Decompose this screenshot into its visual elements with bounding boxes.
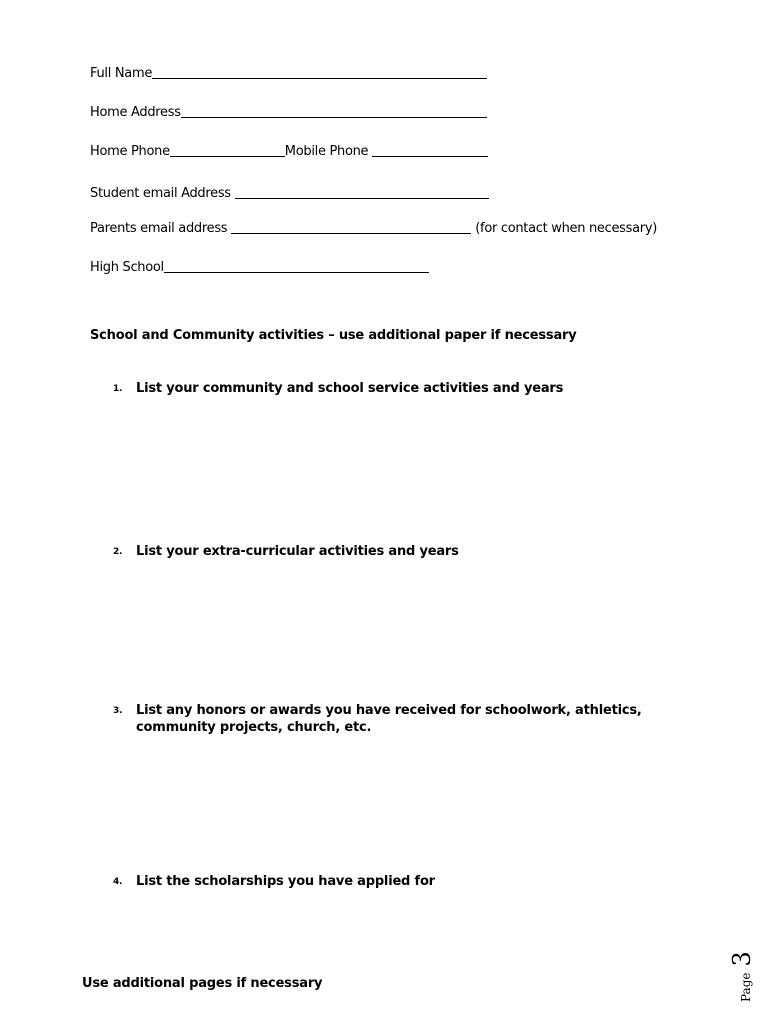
phone-row xyxy=(90,144,488,159)
question-4-answer-area[interactable] xyxy=(136,898,696,958)
footer-note: Use additional pages if necessary xyxy=(82,976,323,991)
parents-email-note: (for contact when necessary) xyxy=(475,221,657,236)
question-2-number: 2. xyxy=(113,547,123,557)
mobile-phone-label: Mobile Phone xyxy=(284,144,369,159)
home-phone-field[interactable] xyxy=(170,144,285,157)
home-address-label: Home Address xyxy=(90,105,181,120)
question-1-number: 1. xyxy=(113,384,123,394)
high-school-row xyxy=(90,260,429,275)
page-number: 3 xyxy=(728,951,756,967)
parents-email-label: Parents email address xyxy=(90,221,228,236)
student-email-field[interactable] xyxy=(235,186,489,199)
home-address-field[interactable] xyxy=(181,105,487,118)
high-school-label: High School xyxy=(90,260,164,275)
question-3-text: List any honors or awards you have received for schoolwork, athletics, community projects, church, etc. xyxy=(136,703,642,735)
full-name-field[interactable] xyxy=(152,66,487,79)
question-4-number: 4. xyxy=(113,877,123,887)
question-2-answer-area[interactable] xyxy=(136,568,696,693)
high-school-field[interactable] xyxy=(164,260,429,273)
parents-email-row xyxy=(90,221,657,236)
full-name-label: Full Name xyxy=(90,66,153,81)
student-email-row xyxy=(90,186,489,201)
page-indicator xyxy=(708,950,768,1010)
question-2-text: List your extra-curricular activities and years xyxy=(136,544,459,559)
activities-section-heading: School and Community activities – use additional paper if necessary xyxy=(90,328,577,343)
home-address-row xyxy=(90,105,487,120)
mobile-phone-field[interactable] xyxy=(372,144,488,157)
page-word: Page xyxy=(739,972,753,1002)
question-4-text: List the scholarships you have applied for xyxy=(136,874,435,889)
full-name-row xyxy=(90,66,487,81)
question-1-answer-area[interactable] xyxy=(136,405,696,535)
question-3-answer-area[interactable] xyxy=(136,745,696,865)
question-3-number: 3. xyxy=(113,706,123,716)
parents-email-field[interactable] xyxy=(231,221,471,234)
question-1-text: List your community and school service activities and years xyxy=(136,381,564,396)
student-email-label: Student email Address xyxy=(90,186,231,201)
home-phone-label: Home Phone xyxy=(90,144,170,159)
